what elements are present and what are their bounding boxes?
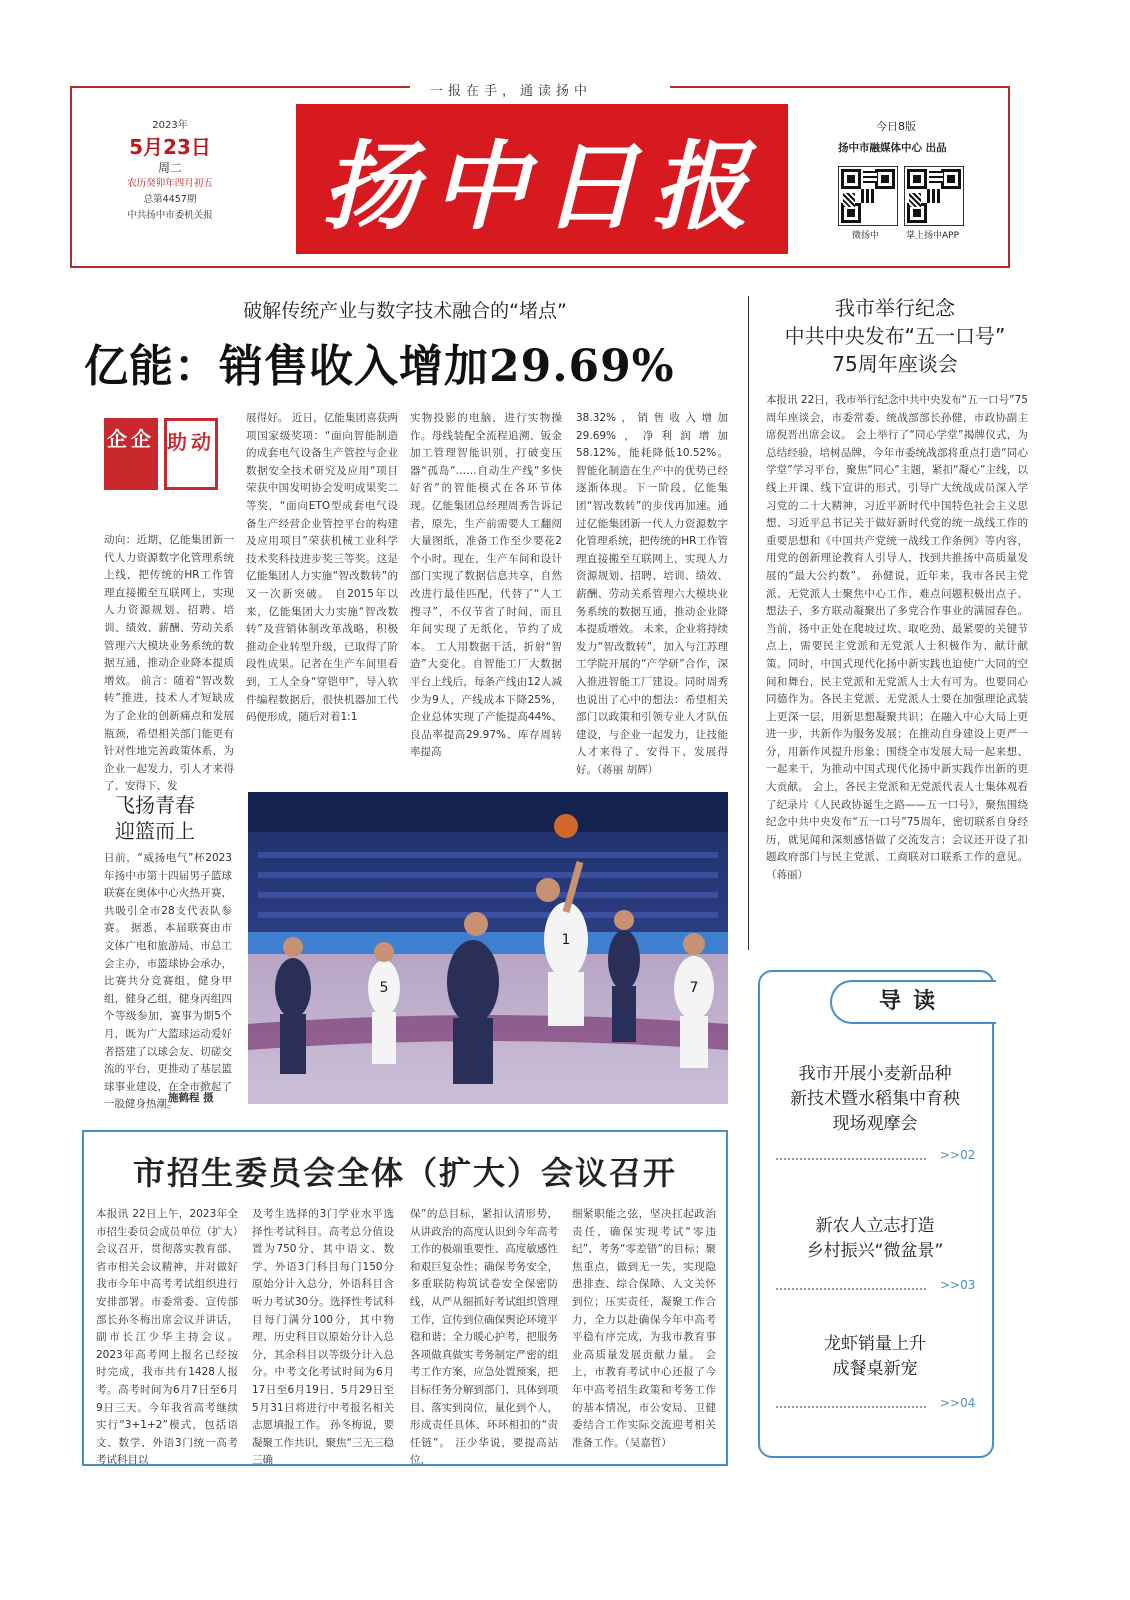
guide-title: 导读 (878, 989, 947, 1014)
enterprise-seal-logo (104, 418, 224, 490)
guide-item-2-line-1: 新农人立志打造 (815, 1216, 935, 1236)
right-article-text: 本报讯 22日，我市举行纪念中共中央发布“五一口号”75周年座谈会，市委常委、统战部部长孙健，市政协副主席倪晋出席会议。 会上举行了“同心学堂”揭牌仪式，为总结经验，培树品牌，今年市委统战部将重点打造“同心学堂”学习平台，聚焦“同心”主题，紧扣“凝心”主线，以线上开课、线下宣讲的形式，引导广大统战成员深入学习党的二十大精神，习近平新时代中国特色社会主义思想、习近平总书记关于做好新时代党的统一战线工作的重要思想和《中国共产党统一战线工作条例》等内容，用党的创新理论教育人引导人，找到共推扬中高质量发展的“最大公约数”。 孙健说，近年来，我市各民主党派、无党派人士聚焦中心工作、难点问题积极出点子、想法子，多方联动凝聚出了多党合作事业的满园春色。当前，扬中正处在爬坡过坎、取吃劲、最紧要的关键节点上，需要民主党派和无党派人士积极作为、献计献策。同时，中国式现代化扬中新实践也迫使广大同的空间和舞台，民主党派和无党派人士大有可为。也要同心同德作为。各民主党派、无党派人士要在加强理论武装上更深一层，用新思想凝聚共识；在融入中心大局上更进一步，共新作为服务发展；在推动自身建设上更严一分，用新作风提升形象；围绕全市发展大局一起来想、一起来干，为推动中国式现代化扬中新实践作出新的更大贡献。 会上，各民主党派和无党派代表人士集体观看了纪录片《人民政协诞生之路——五一口号》，聚焦围绕纪念中共中央发布“五一口号”75周年，密切联系自身经历，就见闻和深刻感悟做了交流发言；会议还开设了扣题政府部门与民主党派、工商联对口联系工作的意见。（蒋丽） (766, 394, 1028, 882)
masthead-right-border (1008, 86, 1010, 268)
guide-page-link-2[interactable]: >>03 (940, 1278, 976, 1292)
guide-divider-1 (776, 1158, 926, 1160)
guide-item-3[interactable] (766, 1332, 984, 1382)
column-divider (748, 296, 749, 950)
guide-divider-3 (776, 1406, 926, 1408)
right-article-body (766, 392, 1028, 952)
lead-col1-text: 动向：近期，亿能集团新一代人力资源数字化管理系统上线，把传统的HR工作管理直接搬至互联网上，实现人力资源规划、招聘、培训、绩效、薪酬、劳动关系管理六大模块业务系统的数据互通，推动企业降本提质增效。 前言：随着“智改数转”推进，技术人才短缺成为了企业的创新痛点和发展瓶颈，希望相关部门能更有针对性地完善政策体系，为企业一起发力，引人才来得了、安得下、发 (104, 534, 234, 793)
bottom-article-title[interactable]: 市招生委员会全体（扩大）会议召开 (132, 1154, 677, 1192)
masthead-left-border (70, 86, 72, 268)
bottom-column-1 (96, 1206, 238, 1467)
seal-right (164, 418, 218, 490)
bottom-column-3 (410, 1206, 558, 1467)
lead-column-2 (246, 410, 398, 772)
bottom-col4-text: 细紧职能之弦，坚决扛起政治责任，确保实现考试“零违纪”、考务“零差错”的目标；聚焦重点，做到无一失，实现隐患排查、综合保障、人文关怀到位；压实责任，凝聚工作合力，全力以赴确保今年中高考平稳有序完成，为我市教育事业高质量发展贡献力量。 会上，市教育考试中心还报了今年中高考招生政策和考务工作的基本情况，市公安局、卫健委结合工作实际交流迎考相关准备工作。（吴嘉哲） (572, 1208, 716, 1449)
lead-column-3 (410, 410, 562, 772)
jersey-number-7: 7 (689, 980, 699, 996)
date-year: 2023年 (152, 120, 188, 131)
qr-code-app[interactable] (904, 166, 964, 226)
sports-text: 日前，“威扬电气”杯2023年扬中市第十四届男子篮球联赛在奥体中心火热开赛，共吸引全市28支代表队参赛。 据悉，本届联赛由市文体广电和旅游局、市总工会主办，市篮球协会承办，比赛共分竞赛组，健身甲组，健身乙组，健身丙组四个等级参加，赛事为期5个月，既为广大篮球运动爱好者搭建了以球会友、切磋交流的平台，更推动了基层篮球事业建设，在全市掀起了一股健身热潮。 (104, 852, 232, 1111)
guide-item-1-line-1: 我市开展小麦新品种 (798, 1064, 952, 1084)
sports-title-line-1: 飞扬青春 (115, 793, 195, 817)
seal-text-bottom: 助动 (167, 430, 215, 454)
right-article-title[interactable] (760, 294, 1030, 378)
photo-credit: 施鹤程 摄 (168, 1092, 214, 1104)
guide-item-3-line-1: 龙虾销量上升 (824, 1334, 926, 1354)
sports-title[interactable] (100, 792, 210, 844)
guide-item-2[interactable] (766, 1214, 984, 1264)
guide-divider-2 (776, 1288, 926, 1290)
bottom-col2-text: 及考生选择的3门学业水平选择性考试科目。高考总分值设置为750分，其中语文、数学、外语3门科目每门150分原始分计入总分，外语科目含听力考试30分。选择性考试科目每门满分100分，其中物理、历史科目以原始分计入总分，其余科目以等级分计入总分。中考文化考试时间为6月17日至6月19日、5月29日至5月31日将进行中考报名相关志愿填报工作。 孙冬梅说，要凝聚工作共识，聚焦“三无三稳三确 (252, 1208, 394, 1467)
seal-text-top: 企企 (107, 427, 155, 451)
guide-item-1-line-2: 新技术暨水稻集中育秧 (790, 1089, 960, 1109)
newspaper-nameplate (296, 104, 788, 254)
bottom-col1-text: 本报讯 22日上午，2023年全市招生委员会成员单位（扩大）会议召开，贯彻落实教育部、省市相关会议精神，并对做好我市今年中高考考试组织进行安排部署。市委常委、宣传部部长孙冬梅出席会议并讲话，副市长江少华主持会议。 2023年高考网上报名已经按时完成，我市共有1428人报考。高考时间为6月7日至6月9日三天。今年我省高考继续实行“3+1+2”模式，包括语文、数学、外语3门统一高考考试科目以 (96, 1208, 238, 1467)
lead-column-4 (576, 410, 728, 776)
qr2-caption: 掌上扬中APP (906, 231, 960, 241)
qr-code-wechat[interactable] (838, 166, 898, 226)
guide-item-1-line-3: 现场观摩会 (832, 1114, 918, 1134)
lead-column-1 (104, 532, 234, 793)
guide-page-link-1[interactable]: >>02 (940, 1148, 976, 1162)
nameplate-text: 扬中日报 (322, 129, 762, 243)
lead-headline[interactable]: 亿能：销售收入增加29.69% (84, 341, 675, 392)
date-lunar: 农历癸卯年四月初五 (127, 178, 213, 189)
basketball-photo (248, 792, 728, 1104)
guide-item-2-line-2: 乡村振兴“微盆景” (806, 1241, 944, 1261)
lead-kicker: 破解传统产业与数字技术融合的“堵点” (243, 300, 567, 322)
qr1-caption: 微扬中 (852, 231, 880, 241)
guide-page-link-3[interactable]: >>04 (940, 1396, 976, 1410)
right-title-line-2: 中共中央发布“五一口号” (784, 324, 1006, 348)
lead-col4-text: 38.32%，销售收入增加29.69%，净利润增加58.12%，能耗降低10.52%。智能化制造在生产中的优势已经逐渐体现。下一阶段，亿能集团“智改数转”的步伐再加速。通过亿能集团新一代人力资源数字化管理系统，把传统的HR工作管理直接搬至互联网上，实现人力资源规划、招聘、培训、绩效、薪酬、劳动关系管理六大模块业务系统的数据互通，推动企业降本提质增效。 未来，企业将持续发力“智改数转”，加入与江苏理工学院开展的“产学研”合作，深入推进智能工厂建设。同时周秀也说出了心中的想法：希望相关部门以政策和引领专业人才队伍建设，与企业一起发力，让技能人才来得了、安得下、发展得好。（蒋丽 胡辉） (576, 412, 728, 776)
issue-number: 总第4457期 (143, 194, 197, 205)
masthead-top-rule (70, 86, 410, 88)
lead-col2-text: 展得好。 近日，亿能集团喜获两项国家级奖项：“面向智能制造的成套电气设备生产管控与企业数据安全技术研究及应用”项目荣获中国发明协会发明成果奖二等奖，“面向ETO型成套电气设备生产经营企业管控平台的构建及应用项目”荣获机械工业科学技术奖科技进步奖三等奖。这是亿能集团人力实施“智改数转”的又一次新突破。 自2015年以来，亿能集团大力实施“智改数转”及营销体制改革战略，积极推动企业转型升级，已取得了阶段性成果。记者在生产车间里看到，工人全身“穿铠甲”，导入软件编程数据后，很快机器加工代码便形成，随后对着1:1 (246, 412, 398, 724)
publisher-label: 中共扬中市委机关报 (127, 210, 213, 221)
right-title-line-1: 我市举行纪念 (835, 296, 955, 320)
producer-label: 扬中市融媒体中心 出品 (838, 142, 947, 154)
masthead-bottom-rule (70, 266, 1010, 268)
seal-left (104, 418, 158, 490)
lead-col3-text: 实物投影的电脑，进行实物操作。母线装配全流程追溯、钣金加工管理智能识别，打破变压器“孤岛”……自动生产线“多快好省”的智能模式在各环节体现。亿能集团总经理周秀告诉记者，原先，生产前需要人工翻阅大量图纸，准备工作至少要花2个小时。现在，生产车间和设计部门实现了数据信息共享，自然改进行最佳匹配，代替了“人工搜寻”，不仅节省了时间，而且年间实现了无纸化，节约了成本。 工人用数据干活，折射“智造”大变化。自智能工厂大数据平台上线后，每条产线由12人减少为9人，产线成本下降25%，企业总体实现了产能提高44%、良品率提高29.97%、库存周转率提高 (410, 412, 562, 759)
sports-title-line-2: 迎篮而上 (115, 819, 195, 843)
masthead-top-rule-right (670, 86, 1010, 88)
bottom-column-4 (572, 1206, 716, 1458)
date-block (110, 118, 230, 224)
bottom-column-2 (252, 1206, 394, 1467)
jersey-number-5: 5 (379, 980, 389, 996)
pages-today: 今日8版 (876, 120, 916, 133)
date-month-day: 5月23日 (129, 135, 211, 159)
masthead-slogan: 一报在手，通读扬中 (430, 84, 593, 99)
date-weekday: 周二 (157, 161, 182, 175)
guide-item-3-line-2: 成餐桌新宠 (832, 1359, 918, 1379)
guide-item-1[interactable] (766, 1062, 984, 1137)
right-title-line-3: 75周年座谈会 (832, 352, 958, 376)
bottom-col3-text: 保”的总目标，紧扣认清形势，从讲政治的高度认识到今年高考工作的极端重要性、高度敏感性和艰巨复杂性；确保考务安全，多重联防构筑试卷安全保密防线，从严从细抓好考试组织管理工作，宣传到位确保舆论环境平稳和谐；全力暖心护考，把服务各项做真做实考务制定严密的组考工作方案，应急处置预案，把目标任务分解到部门、具体到项目、落实到岗位，量化到个人，形成责任具体、环环相扣的“责任链”。 汪少华说，要提高站位， (410, 1208, 558, 1467)
jersey-number-1: 1 (561, 932, 571, 948)
